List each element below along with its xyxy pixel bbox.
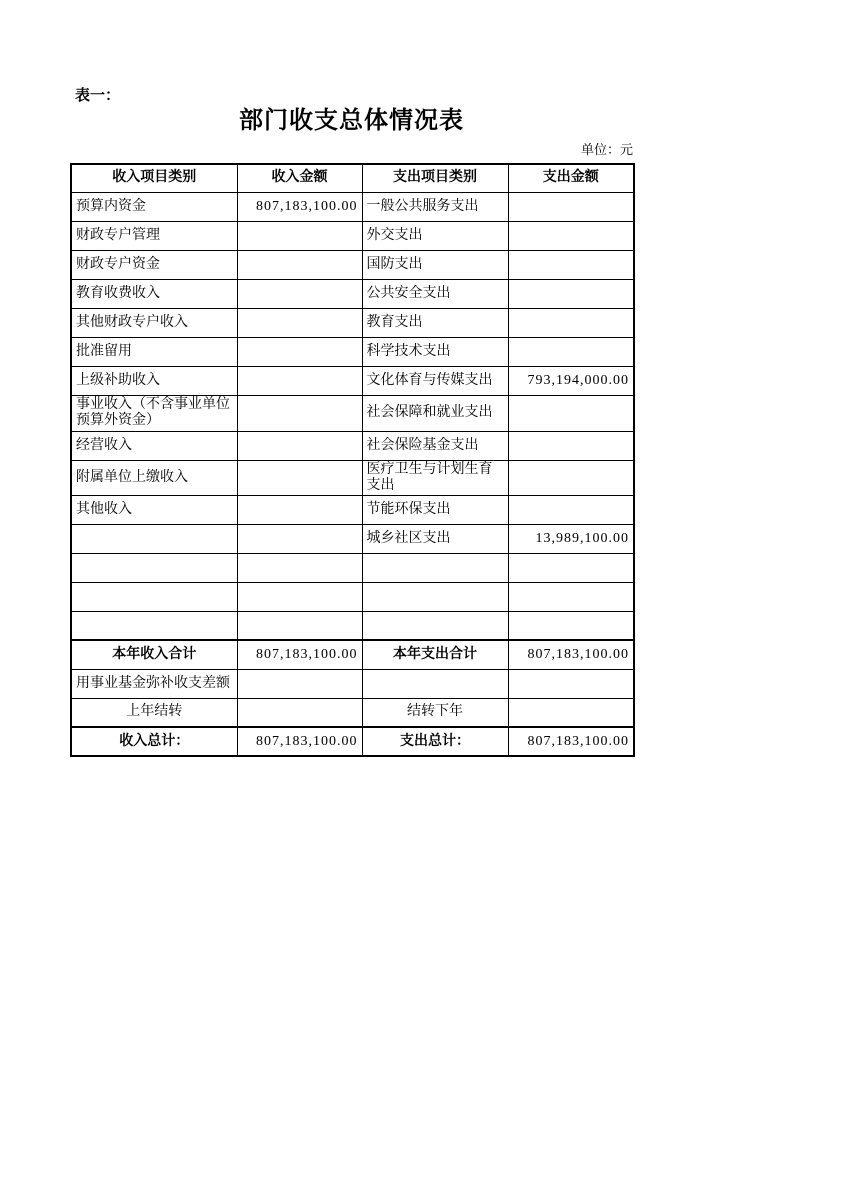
expense-item-cell: 结转下年 (362, 698, 508, 727)
expense-item-cell: 外交支出 (362, 221, 508, 250)
expense-amount-cell-highlighted: 793,194,000.00 (508, 366, 634, 395)
expense-amount-cell-highlighted: 13,989,100.00 (508, 524, 634, 553)
expense-amount-cell (508, 669, 634, 698)
income-amount-cell (237, 611, 362, 640)
expense-amount-cell (508, 337, 634, 366)
expense-item-cell: 社会保障和就业支出 (362, 395, 508, 431)
expense-amount-cell (508, 495, 634, 524)
expense-amount-cell (508, 221, 634, 250)
table-row (71, 669, 634, 698)
expense-item-cell: 支出总计： (362, 727, 508, 756)
income-amount-cell (237, 524, 362, 553)
header-row (71, 164, 634, 192)
year-total-row (71, 640, 634, 669)
table-row (71, 582, 634, 611)
table-row (71, 366, 634, 395)
expense-amount-cell (508, 395, 634, 431)
table-row (71, 431, 634, 460)
income-item-cell: 事业收入（不含事业单位预算外资金） (71, 395, 237, 431)
income-item-cell (71, 582, 237, 611)
income-amount-cell: 807,183,100.00 (237, 640, 362, 669)
income-item-cell (71, 524, 237, 553)
income-amount-cell (237, 279, 362, 308)
income-item-cell: 财政专户资金 (71, 250, 237, 279)
expense-item-cell: 公共安全支出 (362, 279, 508, 308)
income-amount-cell (237, 308, 362, 337)
income-item-cell: 其他收入 (71, 495, 237, 524)
income-amount-cell (237, 460, 362, 495)
income-amount-cell (237, 582, 362, 611)
expense-item-cell: 节能环保支出 (362, 495, 508, 524)
unit-note: 单位：元 (580, 142, 633, 157)
income-amount-cell (237, 337, 362, 366)
table-row (71, 337, 634, 366)
header-income-category: 收入项目类别 (71, 164, 237, 192)
income-amount-cell (237, 553, 362, 582)
income-item-cell: 用事业基金弥补收支差额 (71, 669, 237, 698)
header-income-amount: 收入金额 (237, 164, 362, 192)
table-row (71, 250, 634, 279)
income-item-cell (71, 611, 237, 640)
income-amount-cell (237, 221, 362, 250)
expense-amount-cell-highlighted (508, 582, 634, 611)
table-row (71, 611, 634, 640)
expense-item-cell: 社会保险基金支出 (362, 431, 508, 460)
expense-amount-cell (508, 192, 634, 221)
table-row (71, 460, 634, 495)
income-amount-cell: 807,183,100.00 (237, 727, 362, 756)
expense-item-cell (362, 582, 508, 611)
income-amount-cell (237, 250, 362, 279)
table-row (71, 524, 634, 553)
income-item-cell: 收入总计： (71, 727, 237, 756)
expense-item-cell: 科学技术支出 (362, 337, 508, 366)
table-row (71, 279, 634, 308)
expense-amount-cell-highlighted (508, 553, 634, 582)
income-item-cell: 上级补助收入 (71, 366, 237, 395)
expense-amount-cell (508, 431, 634, 460)
expense-item-cell: 本年支出合计 (362, 640, 508, 669)
expense-item-cell: 城乡社区支出 (362, 524, 508, 553)
income-amount-cell (237, 669, 362, 698)
table-row (71, 395, 634, 431)
expense-amount-cell (508, 698, 634, 727)
budget-table (70, 163, 635, 757)
table-row (71, 495, 634, 524)
expense-amount-cell: 807,183,100.00 (508, 727, 634, 756)
income-item-cell: 教育收费收入 (71, 279, 237, 308)
expense-item-cell: 教育支出 (362, 308, 508, 337)
expense-item-cell: 一般公共服务支出 (362, 192, 508, 221)
income-amount-cell: 807,183,100.00 (237, 192, 362, 221)
income-amount-cell (237, 431, 362, 460)
table-label: 表一： (75, 88, 121, 104)
table-row (71, 221, 634, 250)
expense-amount-cell (508, 308, 634, 337)
expense-item-cell (362, 553, 508, 582)
income-item-cell: 其他财政专户收入 (71, 308, 237, 337)
expense-item-cell: 文化体育与传媒支出 (362, 366, 508, 395)
income-item-cell: 财政专户管理 (71, 221, 237, 250)
income-amount-cell (237, 366, 362, 395)
expense-item-cell: 国防支出 (362, 250, 508, 279)
expense-item-cell (362, 611, 508, 640)
grand-total-row (71, 727, 634, 756)
income-item-cell: 附属单位上缴收入 (71, 460, 237, 495)
table-row (71, 192, 634, 221)
expense-amount-cell: 807,183,100.00 (508, 640, 634, 669)
expense-amount-cell (508, 460, 634, 495)
income-amount-cell (237, 395, 362, 431)
table-row (71, 553, 634, 582)
income-amount-cell (237, 698, 362, 727)
income-item-cell: 批准留用 (71, 337, 237, 366)
carryover-row (71, 698, 634, 727)
page-title: 部门收支总体情况表 (239, 108, 464, 134)
income-item-cell: 经营收入 (71, 431, 237, 460)
income-amount-cell (237, 495, 362, 524)
expense-amount-cell (508, 611, 634, 640)
income-item-cell (71, 553, 237, 582)
table-row (71, 308, 634, 337)
expense-item-cell (362, 669, 508, 698)
header-expense-category: 支出项目类别 (362, 164, 508, 192)
header-expense-amount: 支出金额 (508, 164, 634, 192)
income-item-cell: 预算内资金 (71, 192, 237, 221)
expense-item-cell: 医疗卫生与计划生育支出 (362, 460, 508, 495)
income-item-cell: 上年结转 (71, 698, 237, 727)
expense-amount-cell (508, 279, 634, 308)
expense-amount-cell (508, 250, 634, 279)
income-item-cell: 本年收入合计 (71, 640, 237, 669)
